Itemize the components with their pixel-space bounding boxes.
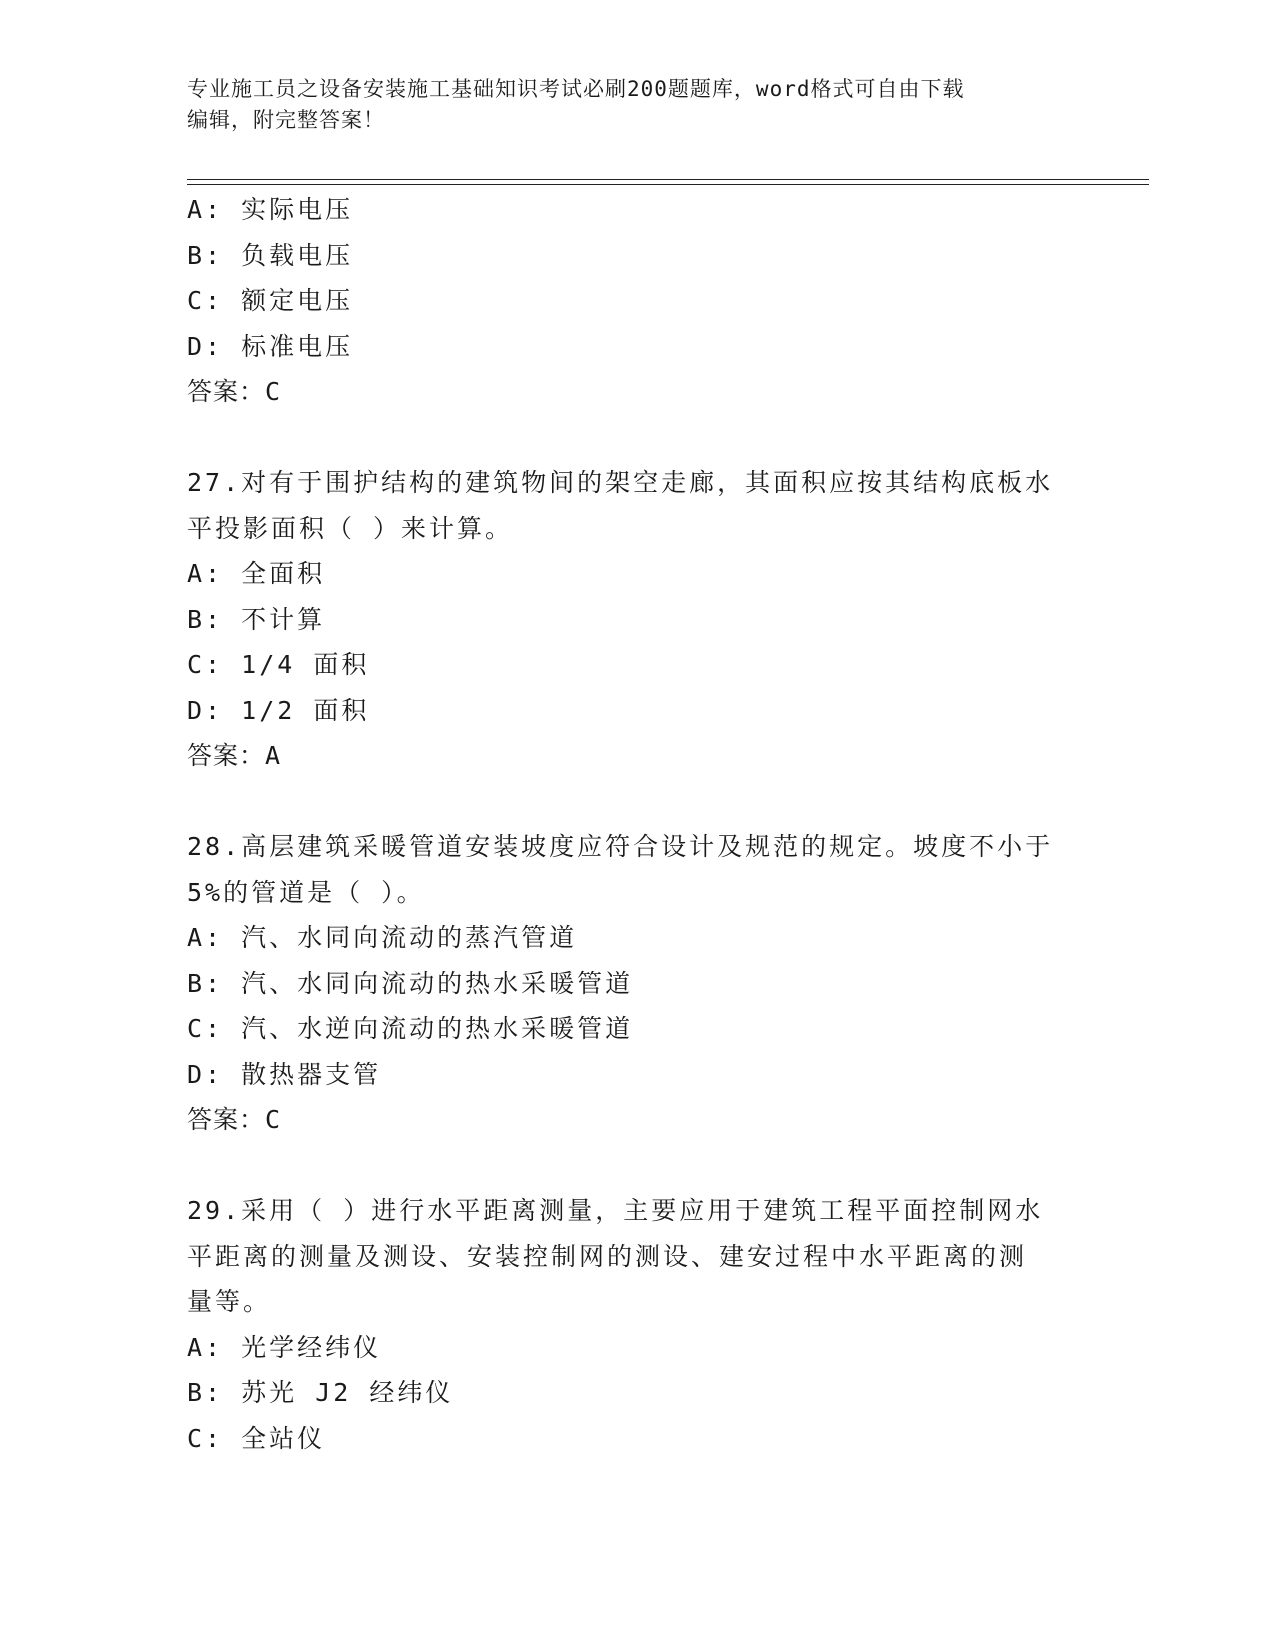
option-b: B: 苏光 J2 经纬仪 [187, 1378, 454, 1407]
question-stem-line-1: 28.高层建筑采暖管道安装坡度应符合设计及规范的规定。坡度不小于 [187, 832, 1054, 861]
question-stem-line-2: 平投影面积（ ）来计算。 [187, 513, 514, 543]
spacer [187, 415, 1087, 461]
question-28 [187, 824, 1087, 1143]
option-c: C: 1/4 面积 [187, 650, 370, 679]
option-b: B: 负载电压 [187, 240, 354, 270]
option-b: B: 汽、水同向流动的热水采暖管道 [187, 968, 634, 998]
header-divider-top [187, 179, 1149, 180]
question-stem-line-1: 29.采用（ ）进行水平距离测量，主要应用于建筑工程平面控制网水 [187, 1196, 1044, 1225]
option-a: A: 实际电压 [187, 195, 354, 224]
option-b: B: 不计算 [187, 604, 326, 634]
question-27 [187, 460, 1087, 779]
question-stem-line-2: 5%的管道是（ ）。 [187, 877, 425, 907]
option-d: D: 标准电压 [187, 331, 354, 361]
header-line-2: 编辑，附完整答案！ [187, 108, 385, 132]
spacer [187, 1143, 1087, 1189]
question-stem-line-3: 量等。 [187, 1287, 272, 1316]
document-header [187, 74, 1067, 136]
header-line-1: 专业施工员之设备安装施工基础知识考试必刷200题题库，word格式可自由下载 [187, 77, 965, 101]
option-a: A: 全面积 [187, 559, 326, 588]
question-26 [187, 187, 1087, 415]
option-d: D: 1/2 面积 [187, 695, 370, 725]
question-stem-line-2: 平距离的测量及测设、安装控制网的测设、建安过程中水平距离的测 [187, 1241, 1028, 1271]
option-d: D: 散热器支管 [187, 1059, 382, 1089]
option-a: A: 光学经纬仪 [187, 1332, 382, 1362]
question-list [187, 187, 1087, 1461]
question-stem-line-1: 27.对有于围护结构的建筑物间的架空走廊，其面积应按其结构底板水 [187, 468, 1054, 497]
option-c: C: 汽、水逆向流动的热水采暖管道 [187, 1014, 634, 1043]
answer: 答案：A [187, 741, 282, 770]
answer: 答案：C [187, 1105, 282, 1134]
question-29 [187, 1188, 1087, 1461]
option-c: C: 额定电压 [187, 286, 354, 315]
option-a: A: 汽、水同向流动的蒸汽管道 [187, 923, 578, 952]
answer: 答案：C [187, 377, 282, 406]
header-divider-bottom [187, 184, 1149, 185]
option-c: C: 全站仪 [187, 1423, 326, 1453]
spacer [187, 779, 1087, 825]
